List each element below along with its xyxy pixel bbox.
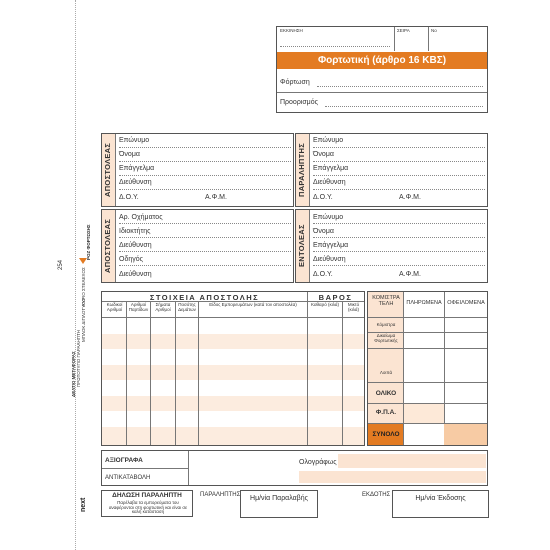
fees-row-other: Λοιπά [379, 370, 393, 375]
goods-row-stripe [102, 334, 364, 349]
vehicle-owner-address: Διεύθυνση [119, 242, 152, 249]
receiver-address: Διεύθυνση [313, 179, 346, 186]
header-box [276, 26, 488, 113]
goods-row-stripe [102, 427, 364, 445]
receiver-sign-label: ΠΑΡΑΛΗΠΤΗΣ [200, 492, 241, 498]
antikatavoli-label: ΑΝΤΙΚΑΤΑΒΟΛΗ [105, 475, 151, 481]
principal-address: Διεύθυνση [313, 256, 346, 263]
issue-date-label: Ημ/νία Έκδοσης [415, 495, 466, 502]
doc-type-label-2: ΠΡΩΤΟΤΥΠΟ ΠΑΡΑΛΗΠΤΗ [76, 330, 81, 387]
col-batches: Αριθμοί Παρτίδων [128, 302, 149, 312]
ekkinisi-label: ΕΚΚΙΝΗΣΗ [280, 28, 303, 33]
fees-col-due: ΟΦΕΙΛΟΜΕΝΑ [447, 300, 485, 306]
col-marks: Σήματα Αριθμοί [155, 302, 171, 312]
no-label: No [431, 28, 437, 33]
fees-row-grand-total: ΣΥΝΟΛΟ [372, 431, 400, 438]
page-number: 254 [58, 259, 64, 270]
vehicle-number: Αρ. Οχήματος [119, 214, 163, 221]
declaration-box [101, 490, 193, 517]
sender-address: Διεύθυνση [119, 179, 152, 186]
fees-col-paid: ΠΛΗΡΩΜΕΝΑ [406, 300, 442, 306]
declaration-text: Παρέλαβα τα εμπορεύματα του αναφέρονται στη φορτωτική και είναι σε καλή κατάσταση [108, 500, 188, 515]
sender-doy: Δ.Ο.Υ. [119, 194, 139, 201]
principal-name: Όνομα [313, 228, 334, 235]
vehicle-driver: Οδηγός [119, 256, 144, 263]
fees-grand-total-stripe [444, 424, 487, 445]
sender-label: ΑΠΟΣΤΟΛΕΑΣ [103, 142, 112, 198]
principal-profession: Επάγγελμα [313, 242, 349, 249]
principal-afm: Α.Φ.Μ. [399, 271, 421, 278]
issuer-sign-label: ΕΚΔΟΤΗΣ [362, 492, 391, 498]
sender-profession: Επάγγελμα [119, 165, 155, 172]
goods-row-stripe [102, 396, 364, 411]
sender-box [101, 133, 294, 207]
proorismos-label: Προορισμός [280, 99, 318, 106]
goods-row-stripe [102, 365, 364, 380]
receive-date-box[interactable] [240, 490, 318, 518]
col-gross-weight: Μικτό (κιλά) [347, 302, 360, 312]
fees-table [367, 291, 488, 446]
fees-row-vat: Φ.Π.Α. [375, 409, 397, 416]
values-box [101, 450, 488, 486]
doc-type-label-4: ΚΥΡΙΟ ΣΤΕΛΕΧΟΣ [81, 267, 86, 306]
weight-title: ΒΑΡΟΣ [318, 293, 353, 302]
receiver-doy: Δ.Ο.Υ. [313, 194, 333, 201]
receive-date-label: Ημ/νία Παραλαβής [250, 495, 308, 502]
doc-type-label-3: ΜΠΛΟΚ ΔΙΠΛΟΤΥΠΟ [81, 298, 86, 342]
fees-row-total: ΟΛΙΚΟ [375, 390, 397, 397]
axiografa-label: ΑΞΙΟΓΡΑΦΑ [105, 457, 143, 464]
document-title: Φορτωτική (άρθρο 16 ΚΒΣ) [317, 55, 447, 66]
olografos-label: Ολογράφως [299, 459, 337, 466]
fees-col-charges: ΚΟΜΙΣΤΡΑ ΤΕΛΗ [372, 295, 400, 307]
principal-label: ΕΝΤΟΛΕΑΣ [297, 224, 306, 268]
receiver-profession: Επάγγελμα [313, 165, 349, 172]
receiver-surname: Επώνυμο [313, 137, 344, 144]
olografos-field[interactable] [338, 454, 486, 468]
brand-logo: next [80, 497, 87, 512]
binding-line [75, 0, 76, 550]
principal-surname: Επώνυμο [313, 214, 344, 221]
vehicle-owner: Ιδιοκτήτης [119, 228, 151, 235]
vehicle-driver-address: Διεύθυνση [119, 271, 152, 278]
olografos-field-line2[interactable] [299, 471, 486, 483]
issue-date-box[interactable] [392, 490, 489, 518]
section-title: ΣΤΟΙΧΕΙΑ ΑΠΟΣΤΟΛΗΣ [149, 293, 260, 302]
principal-box [295, 209, 488, 283]
col-codes: Κωδικοί Αριθμοί [106, 302, 123, 312]
declaration-title: ΔΗΛΩΣΗ ΠΑΡΑΛΗΠΤΗ [112, 492, 182, 499]
col-net-weight: Καθαρό (κιλά) [311, 302, 339, 307]
doc-type-label-1: ΔΕΛΤΙΟ ΜΕΤΑΦΟΡΑΣ [71, 351, 76, 397]
fortosi-label: Φόρτωση [280, 79, 310, 86]
title-banner [277, 52, 487, 69]
col-goods-type: Είδος Εμπορευμάτων (κατά τον αποστολέα) [209, 302, 297, 307]
receiver-label: ΠΑΡΑΛΗΠΤΗΣ [297, 142, 306, 198]
doc-type-label-5: ΡΟΖ ΦΟΡΤΩΣΗΣ [86, 224, 91, 260]
col-packages: Ποσότης Δεμάτων [178, 302, 196, 312]
vehicle-label: ΑΠΟΣΤΟΛΕΑΣ [103, 218, 112, 274]
seira-label: ΣΕΙΡΑ [397, 28, 410, 33]
fees-row-waybill-fee: Δικαίωμα Φορτωτικής [374, 333, 398, 343]
receiver-afm: Α.Φ.Μ. [399, 194, 421, 201]
doc-type-block [71, 224, 91, 397]
sender-label-cell [102, 134, 116, 206]
fees-row-freight: Κόμιστρα [376, 322, 396, 327]
principal-doy: Δ.Ο.Υ. [313, 271, 333, 278]
principal-label-cell [296, 210, 310, 282]
fees-vat-stripe [404, 404, 444, 423]
receiver-box [295, 133, 488, 207]
vehicle-box [101, 209, 294, 283]
goods-table [101, 291, 365, 446]
sender-surname: Επώνυμο [119, 137, 150, 144]
receiver-name: Όνομα [313, 151, 334, 158]
sender-afm: Α.Φ.Μ. [205, 194, 227, 201]
vehicle-label-cell [102, 210, 116, 282]
receiver-label-cell [296, 134, 310, 206]
sender-name: Όνομα [119, 151, 140, 158]
